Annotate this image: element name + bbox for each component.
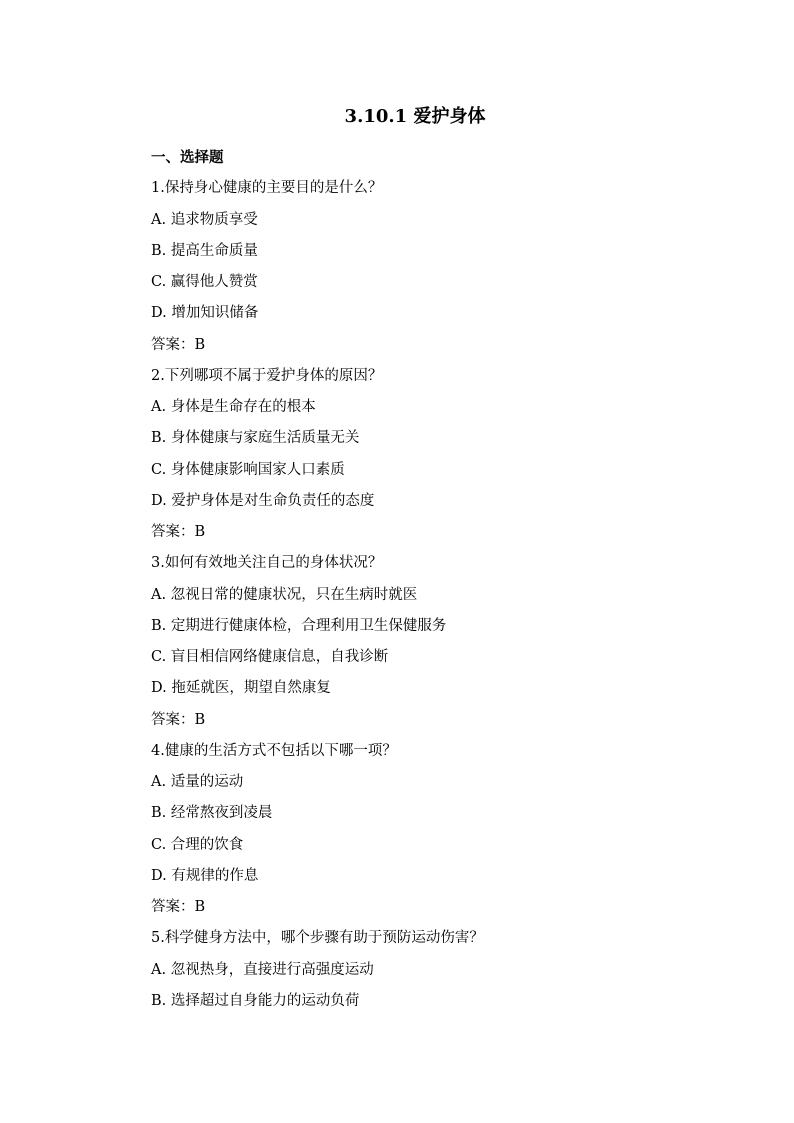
option-b: B. 经常熬夜到凌晨 — [151, 805, 273, 822]
option-a: A. 忽视热身，直接进行高强度运动 — [151, 961, 374, 978]
option-a: A. 身体是生命存在的根本 — [151, 399, 316, 415]
option-b: B. 身体健康与家庭生活质量无关 — [151, 430, 360, 447]
option-a: A. 适量的运动 — [151, 774, 244, 790]
answer-line: 答案：B — [151, 711, 206, 728]
option-d: D. 有规律的作息 — [151, 867, 259, 884]
option-c: C. 合理的饮食 — [151, 836, 244, 853]
option-c: C. 身体健康影响国家人口素质 — [151, 461, 345, 478]
option-d: D. 爱护身体是对生命负责任的态度 — [151, 492, 375, 509]
option-b: B. 定期进行健康体检，合理利用卫生保健服务 — [151, 617, 447, 634]
option-a: A. 追求物质享受 — [151, 211, 258, 228]
answer-line: 答案：B — [151, 899, 206, 915]
section-heading: 一、选择题 — [151, 149, 224, 166]
question-list — [151, 142, 751, 1017]
page-title: 3.10.1 爱护身体 — [344, 106, 486, 127]
option-b: B. 提高生命质量 — [151, 242, 258, 259]
option-c: C. 盲目相信网络健康信息，自我诊断 — [151, 649, 389, 665]
option-b: B. 选择超过自身能力的运动负荷 — [151, 992, 360, 1009]
question-stem: 1.保持身心健康的主要目的是什么？ — [151, 180, 383, 197]
option-c: C. 赢得他人赞赏 — [151, 274, 258, 290]
option-d: D. 拖延就医，期望自然康复 — [151, 680, 331, 697]
option-a: A. 忽视日常的健康状况，只在生病时就医 — [151, 586, 418, 603]
question-stem: 3.如何有效地关注自己的身体状况？ — [151, 555, 383, 572]
answer-line: 答案：B — [151, 524, 206, 540]
answer-line: 答案：B — [151, 336, 206, 353]
question-stem: 4.健康的生活方式不包括以下哪一项？ — [151, 742, 397, 759]
question-stem: 2.下列哪项不属于爱护身体的原因？ — [151, 367, 383, 384]
question-stem: 5.科学健身方法中，哪个步骤有助于预防运动伤害？ — [151, 930, 484, 947]
option-d: D. 增加知识储备 — [151, 305, 259, 322]
